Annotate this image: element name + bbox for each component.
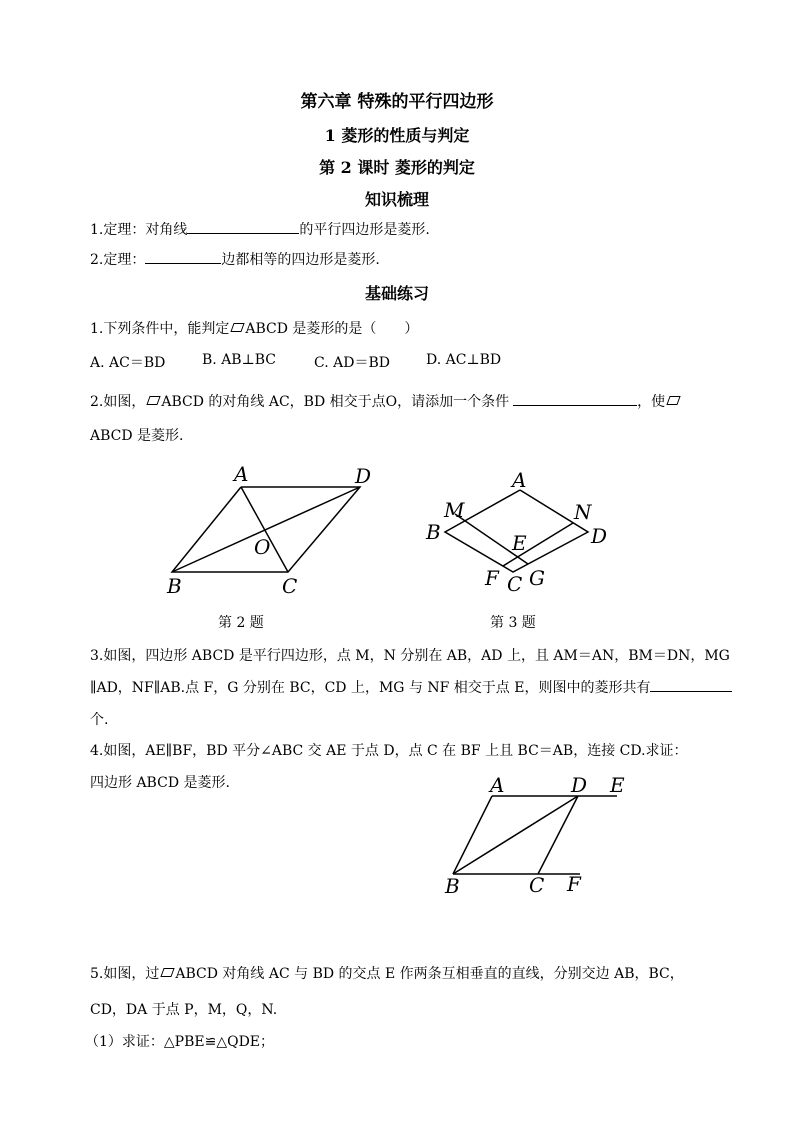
question-3-line-2-text: ∥AD，NF∥AB.点 F，G 分别在 BC，CD 上，MG 与 NF 相交于点 E，则图中的菱形共有 <box>90 680 651 696</box>
practice-heading: 基础练习 <box>364 284 429 303</box>
question-4-line-1: 4.如图，AE∥BF，BD 平分∠ABC 交 AE 于点 D，点 C 在 BF 上且 BC＝AB，连接 CD.求证： <box>90 743 688 759</box>
figure-4-label-f: F <box>567 872 581 896</box>
question-5-before: 5.如图，过 <box>90 966 160 982</box>
answer-blank <box>650 677 732 692</box>
knowledge-item-2-before: 2.定理： <box>90 252 146 268</box>
parallelogram-icon <box>666 396 680 405</box>
question-5-line-2: CD，DA 于点 P，M，Q，N. <box>90 1002 278 1018</box>
knowledge-item-1 <box>90 219 430 239</box>
section-title: 1 菱形的性质与判定 <box>324 126 470 145</box>
answer-blank <box>145 249 221 264</box>
answer-blank <box>187 219 299 234</box>
figure-2-label-d: D <box>355 464 372 488</box>
question-5-line-1 <box>90 963 684 983</box>
figure-4-label-e: E <box>610 773 625 797</box>
question-2-line-1 <box>90 391 681 411</box>
question-3-line-3: 个. <box>90 712 109 728</box>
figure-2-caption: 第 2 题 <box>218 615 264 631</box>
figure-2-label-b: B <box>167 574 182 598</box>
knowledge-heading: 知识梳理 <box>364 190 429 209</box>
figure-2-diagonal-bd <box>172 487 360 572</box>
figure-3-label-m: M <box>444 498 465 522</box>
knowledge-item-2 <box>90 249 380 269</box>
figure-2-label-a: A <box>234 462 249 486</box>
figure-3-label-f: F <box>485 566 499 590</box>
figure-4-label-c: C <box>529 873 545 897</box>
question-1-option-c: C. AD＝BD <box>314 355 390 371</box>
figure-3-diagram <box>425 460 625 600</box>
figure-3-label-b: B <box>426 520 441 544</box>
question-1-option-a: A. AC＝BD <box>90 355 166 371</box>
question-2-before: 2.如图， <box>90 394 146 410</box>
knowledge-item-1-after: 的平行四边形是菱形. <box>299 222 430 238</box>
question-1-after: ABCD 是菱形的是（ ） <box>245 321 419 337</box>
question-5-part-1: （1）求证：△PBE≌△QDE； <box>85 1034 275 1050</box>
chapter-title: 第六章 特殊的平行四边形 <box>300 92 494 112</box>
figure-3-label-n: N <box>574 500 592 524</box>
question-5-after: ABCD 对角线 AC 与 BD 的交点 E 作两条互相垂直的直线，分别交边 AB，BC， <box>175 966 684 982</box>
question-2-after: ，使 <box>637 394 666 410</box>
figure-4-label-b: B <box>445 874 460 898</box>
question-4-line-2: 四边形 ABCD 是菱形. <box>90 775 230 791</box>
figure-2-label-c: C <box>282 574 298 598</box>
figure-4-label-a: A <box>490 773 505 797</box>
figure-3-label-c: C <box>507 572 523 596</box>
parallelogram-icon <box>161 968 175 977</box>
knowledge-item-2-after: 边都相等的四边形是菱形. <box>221 252 380 268</box>
question-1-stem <box>90 318 418 338</box>
question-1-option-d: D. AC⊥BD <box>426 352 502 368</box>
question-3-line-2 <box>90 677 732 697</box>
figure-3-label-g: G <box>529 566 545 590</box>
figure-2-diagram <box>165 460 395 600</box>
figure-3-caption: 第 3 题 <box>490 615 536 631</box>
knowledge-item-1-before: 1.定理：对角线 <box>90 222 188 238</box>
lesson-title: 第 2 课时 菱形的判定 <box>319 158 475 177</box>
figure-3-label-d: D <box>591 524 608 548</box>
question-1-before: 1.下列条件中，能判定 <box>90 321 230 337</box>
answer-blank <box>513 391 637 406</box>
figure-4-label-d: D <box>571 773 588 797</box>
question-2-mid: ABCD 的对角线 AC，BD 相交于点O，请添加一个条件 <box>161 394 510 410</box>
question-3-line-1: 3.如图，四边形 ABCD 是平行四边形，点 M，N 分别在 AB，AD 上，且 AM＝AN，BM＝DN，MG <box>90 648 730 664</box>
question-2-line-2: ABCD 是菱形. <box>90 428 184 444</box>
parallelogram-icon <box>147 396 161 405</box>
parallelogram-icon <box>231 323 245 332</box>
question-1-option-b: B. AB⊥BC <box>202 352 277 368</box>
figure-3-label-a: A <box>512 468 527 492</box>
figure-3-label-e: E <box>512 531 527 555</box>
figure-4-diagram <box>440 770 640 900</box>
figure-2-label-o: O <box>254 535 271 559</box>
